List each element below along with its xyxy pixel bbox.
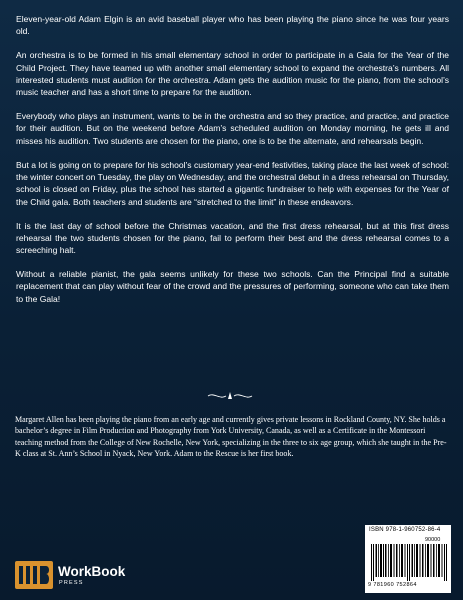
price-code: 90000 <box>425 537 441 543</box>
barcode <box>365 525 451 593</box>
publisher-name: WorkBook <box>58 564 126 579</box>
synopsis <box>16 13 449 317</box>
workbook-logo-icon <box>15 561 53 589</box>
ean-digits: 9 781960 752864 <box>368 582 417 588</box>
synopsis-paragraph: Everybody who plays an instrument, wants to be in the orchestra and so they practice, and practice, and practice for their audition. But on the weekend before Adam’s scheduled audition on Monday morning, he gets ill and misses his audition. Two students are chosen for the piano, one is to be the alternate, and rehearsals begin. <box>16 111 449 146</box>
synopsis-paragraph: Without a reliable pianist, the gala seems unlikely for these two schools. Can the Principal find a suitable replacement that can play without fear of the crowd and the pressures of performing, someone who can take them to the Gala! <box>16 269 449 304</box>
synopsis-paragraph: It is the last day of school before the Christmas vacation, and the first dress rehearsal, but at this first dress rehearsal the two students chosen for the piano, fail to perform their best and the dress rehearsal comes to a screeching halt. <box>16 220 449 256</box>
music-divider-icon <box>206 389 254 403</box>
synopsis-paragraph: But a lot is going on to prepare for his school’s customary year-end festivities, taking place the last week of school: the winter concert on Tuesday, the play on Wednesday, and the orchestral debut in a dress rehearsal on Thursday, school is closed on Friday, plus the school has started a gigantic fundraiser to help with expenses for the Year of the Child gala. Both teachers and students are “stretched to the limit” in these endeavors. <box>16 159 449 207</box>
author-bio: Margaret Allen has been playing the piano from an early age and currently gives private lessons in Rockland County, NY. She holds a bachelor’s degree in Film Production and Photography from York University, Canada, as well as a Certificate in the Montessori teaching method from the College of New Rochelle, New York, specializing in the three to six age group, which she taught in the Pre-K class at St. Ann’s School in Nyack, New York. Adam to the Rescue is her first book. <box>15 415 447 459</box>
publisher-subtitle: PRESS <box>59 580 84 586</box>
synopsis-paragraph: An orchestra is to be formed in his small elementary school in order to participate in a Gala for the Year of the Child Project. They have teamed up with another small elementary school to expand the orchestra’s numbers. All interested students must audition for the orchestra. Adam gets the audition music for the piano, from the school’s music teacher and has a short time to prepare for the audition. <box>16 50 449 98</box>
synopsis-paragraph: Eleven-year-old Adam Elgin is an avid baseball player who has been playing the piano since he was four years old. <box>16 14 449 37</box>
publisher-logo <box>15 558 125 592</box>
barcode-bars-icon <box>371 544 447 581</box>
isbn-number: ISBN 978-1-960752-86-4 <box>369 527 441 533</box>
